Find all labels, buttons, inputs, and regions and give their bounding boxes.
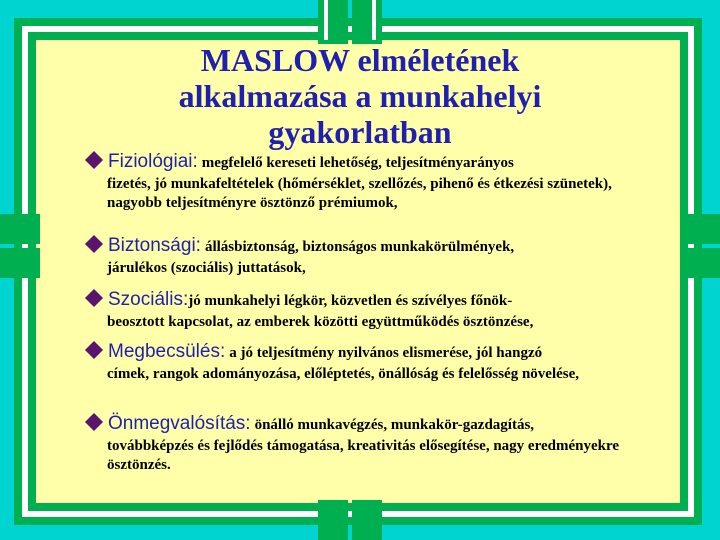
bottom-deco-bar <box>352 500 382 540</box>
bullet-heading: Biztonsági: <box>108 235 201 256</box>
right-deco-bar <box>680 214 720 244</box>
bullet-text: önálló munkavégzés, munkakör-gazdagítás, <box>254 417 535 433</box>
bullet-text-continued: továbbképzés és fejlődés támogatása, kreativitás elősegítése, nagy eredményekre ösztönzés. <box>107 438 620 473</box>
top-deco-bar-stripe <box>324 0 328 40</box>
bullet-heading: Fiziológiai: <box>108 151 198 172</box>
slide-title: MASLOW elméletének alkalmazása a munkahelyi gyakorlatban <box>178 42 542 150</box>
diamond-bullet-icon <box>85 341 103 359</box>
left-deco-bar <box>0 248 40 278</box>
diamond-bullet-icon <box>85 413 103 431</box>
top-deco-bar-stripe <box>372 0 376 40</box>
bullet-heading: Önmegvalósítás: <box>108 413 251 434</box>
bullet-text-continued: beosztott kapcsolat, az emberek közötti együttműködés ösztönzése, <box>107 314 534 330</box>
diamond-bullet-icon <box>85 289 103 307</box>
bullet-text: a jó teljesítmény nyilvános elismerése, jól hangzó <box>229 345 543 361</box>
bullet-text: jó munkahelyi légkör, közvetlen és szívélyes főnök- <box>188 293 513 309</box>
bullet-item <box>86 413 666 475</box>
bottom-deco-bar <box>318 500 348 540</box>
bullet-item <box>86 289 666 332</box>
top-deco-bar <box>352 0 382 44</box>
bullet-heading: Megbecsülés: <box>108 341 226 362</box>
bullet-heading: Szociális: <box>108 289 189 310</box>
bullet-item <box>86 341 666 384</box>
left-deco-bar <box>0 214 40 244</box>
bullet-text: megfelelő kereseti lehetőség, teljesítményarányos <box>201 155 514 171</box>
diamond-bullet-icon <box>85 151 103 169</box>
top-deco-bar <box>318 0 348 44</box>
bullet-item <box>86 235 666 278</box>
bullet-text-continued: címek, rangok adományozása, előléptetés, önállóság és felelősség növelése, <box>107 366 580 382</box>
bullet-text-continued: fizetés, jó munkafeltételek (hőmérséklet, szellőzés, pihenő és étkezési szünetek), nagyobb teljesítményre ösztönző prémiumok, <box>107 176 612 211</box>
bullet-text: állásbiztonság, biztonságos munkakörülmények, <box>204 239 515 255</box>
right-deco-bar <box>680 248 720 278</box>
diamond-bullet-icon <box>85 235 103 253</box>
bullet-text-continued: járulékos (szociális) juttatások, <box>107 260 306 276</box>
bullet-item <box>86 151 666 213</box>
